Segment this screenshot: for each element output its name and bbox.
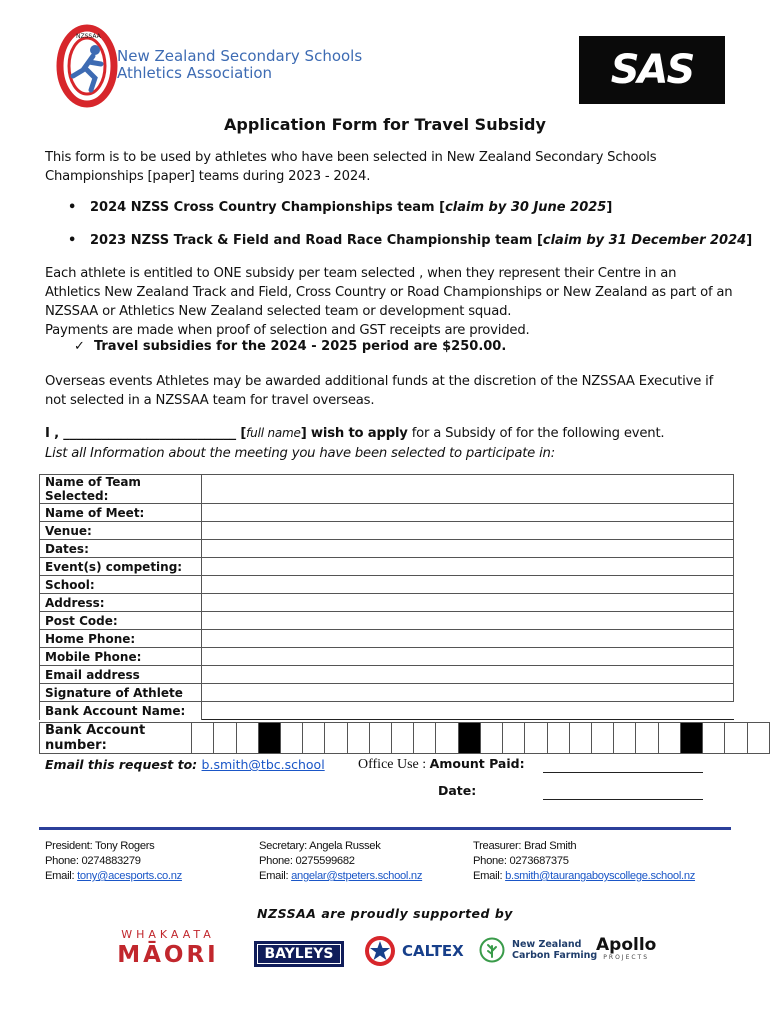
form-field-input[interactable]: [202, 702, 734, 720]
bullet-track-field: • 2023 NZSS Track & Field and Road Race Championship team [claim by 31 December 2024]: [68, 233, 753, 248]
contact-email-label: Email:: [259, 870, 292, 882]
logo-badge-text: NZSSAA: [76, 33, 101, 40]
bank-digit-cell[interactable]: [747, 723, 769, 754]
bullet-text: 2023 NZSS Track & Field and Road Race Championship team [: [90, 233, 543, 248]
bullet-cross-country: • 2024 NZSS Cross Country Championships team [claim by 30 June 2025]: [68, 200, 613, 215]
bank-separator-cell: [680, 723, 702, 754]
contact-phone: Phone: 0274883279: [45, 855, 141, 867]
bank-account-label: Bank Account number:: [40, 723, 192, 754]
date-label: Date:: [438, 783, 477, 798]
form-row: [40, 612, 734, 630]
bank-separator-cell: [258, 723, 280, 754]
entitlement-text: Each athlete is entitled to ONE subsidy per team selected , when they represent their Centre in an Athletics New Zealand Track and Field, Cross Country or Road Championships or New Zealand as part of an NZSSAA or Athletics New Zealand selected team or development squad.: [45, 266, 733, 319]
email-request-link[interactable]: b.smith@tbc.school: [201, 757, 325, 772]
bank-digit-cell[interactable]: [325, 723, 347, 754]
contact-role: Treasurer: Brad Smith: [473, 840, 577, 852]
checkmark-icon: ✓: [74, 339, 94, 354]
form-field-input[interactable]: [202, 475, 734, 504]
bank-digit-cell[interactable]: [414, 723, 436, 754]
runner-track-icon: [55, 24, 119, 108]
bullet-text: 2024 NZSS Cross Country Championships team [: [90, 200, 446, 215]
bank-digit-cell[interactable]: [569, 723, 591, 754]
office-use-amount: [358, 756, 525, 773]
email-request-line: [45, 757, 325, 772]
contact-president: [45, 839, 182, 884]
bank-digit-cell[interactable]: [636, 723, 658, 754]
organisation-name: [117, 48, 362, 82]
amount-paid-field[interactable]: [543, 758, 703, 773]
apollo-sub-text: PROJECTS: [603, 954, 650, 961]
bank-digit-cell[interactable]: [280, 723, 302, 754]
bullet-claim-date: claim by 30 June 2025: [445, 200, 607, 215]
bank-account-table: [39, 722, 770, 754]
sponsor-apollo-logo: [596, 936, 656, 961]
bank-digit-cell[interactable]: [347, 723, 369, 754]
contact-email-link[interactable]: tony@acesports.co.nz: [77, 870, 182, 882]
form-row: [40, 666, 734, 684]
bank-digit-cell[interactable]: [303, 723, 325, 754]
bank-digit-cell[interactable]: [592, 723, 614, 754]
bank-digit-cell[interactable]: [703, 723, 725, 754]
form-field-label: Signature of Athlete: [40, 684, 202, 702]
form-row: [40, 522, 734, 540]
form-field-input[interactable]: [202, 666, 734, 684]
org-name-line1: New Zealand Secondary Schools: [117, 47, 363, 65]
amount-paid-label: Amount Paid:: [429, 756, 525, 771]
form-field-input[interactable]: [202, 594, 734, 612]
apollo-text: Apollo: [596, 935, 657, 955]
contact-treasurer: [473, 839, 695, 884]
form-field-input[interactable]: [202, 684, 734, 702]
contact-phone: Phone: 0275599682: [259, 855, 355, 867]
office-use-label: Office Use :: [358, 757, 430, 772]
form-field-input[interactable]: [202, 504, 734, 522]
form-field-label: Email address: [40, 666, 202, 684]
date-field[interactable]: [543, 785, 703, 800]
whakaata-bottom-text: MĀORI: [117, 942, 219, 968]
bullet-claim-date: claim by 31 December 2024: [542, 233, 747, 248]
sponsor-caltex-logo: [364, 935, 464, 967]
contact-email-label: Email:: [473, 870, 506, 882]
carbon-line2: Carbon Farming: [512, 950, 598, 961]
contact-secretary: [259, 839, 422, 884]
overseas-text: Overseas events Athletes may be awarded additional funds at the discretion of the NZSSAA Executive if not selected in a NZSSAA team for travel overseas.: [45, 374, 714, 408]
form-field-label: Home Phone:: [40, 630, 202, 648]
footer-divider: [39, 827, 731, 830]
bank-digit-cell[interactable]: [236, 723, 258, 754]
form-field-label: Address:: [40, 594, 202, 612]
subsidy-checkmark-line: [74, 339, 506, 354]
carbon-line1: New Zealand: [512, 939, 582, 950]
email-request-label: Email this request to: [45, 757, 193, 772]
bank-digit-cell[interactable]: [480, 723, 502, 754]
supported-by-heading: NZSSAA are proudly supported by: [257, 906, 513, 921]
form-field-input[interactable]: [202, 558, 734, 576]
bank-digit-cell[interactable]: [369, 723, 391, 754]
contact-role: Secretary: Angela Russek: [259, 840, 381, 852]
caltex-star-icon: [364, 935, 396, 967]
bank-digit-cell[interactable]: [614, 723, 636, 754]
contact-email-label: Email:: [45, 870, 78, 882]
form-row: [40, 540, 734, 558]
form-field-label: Post Code:: [40, 612, 202, 630]
contact-role: President: Tony Rogers: [45, 840, 155, 852]
form-field-label: School:: [40, 576, 202, 594]
form-field-label: Bank Account Name:: [40, 702, 202, 720]
form-row: [40, 576, 734, 594]
whakaata-top-text: WHAKAATA: [121, 928, 215, 941]
bullet-end: ]: [746, 233, 753, 248]
form-row: [40, 475, 734, 504]
bank-digit-cell[interactable]: [392, 723, 414, 754]
bank-digit-cell[interactable]: [725, 723, 747, 754]
bank-digit-cell[interactable]: [214, 723, 236, 754]
sponsor-bayleys-logo: [254, 941, 344, 967]
form-field-input[interactable]: [202, 630, 734, 648]
form-field-input[interactable]: [202, 612, 734, 630]
form-field-input[interactable]: [202, 576, 734, 594]
bank-digit-cell[interactable]: [503, 723, 525, 754]
bank-digit-cell[interactable]: [658, 723, 680, 754]
apply-prefix: I , ___________________________ [: [45, 426, 247, 441]
bank-digit-cell[interactable]: [547, 723, 569, 754]
apply-statement: [45, 424, 735, 443]
form-field-label: Name of Meet:: [40, 504, 202, 522]
form-row: [40, 594, 734, 612]
sas-logo: [579, 36, 725, 104]
contact-phone: Phone: 0273687375: [473, 855, 569, 867]
page-title: Application Form for Travel Subsidy: [224, 115, 546, 134]
sponsor-whakaata-maori-logo: [112, 928, 224, 969]
sas-logo-text: SAS: [610, 47, 694, 93]
bank-separator-cell: [458, 723, 480, 754]
contact-email-link[interactable]: angelar@stpeters.school.nz: [291, 870, 423, 882]
apply-rest: for a Subsidy of for the following event.: [407, 426, 665, 441]
form-field-input[interactable]: [202, 522, 734, 540]
apply-wish: ] wish to apply: [300, 426, 408, 441]
form-row: [40, 702, 734, 720]
contact-email-link[interactable]: b.smith@taurangaboyscollege.school.nz: [505, 870, 696, 882]
bayleys-text: BAYLEYS: [264, 946, 334, 962]
subsidy-amount-text: Travel subsidies for the 2024 - 2025 period are $250.00.: [93, 339, 507, 354]
form-field-label: Event(s) competing:: [40, 558, 202, 576]
carbon-farming-leaf-icon: [479, 937, 505, 963]
bank-digit-cell[interactable]: [436, 723, 458, 754]
form-field-input[interactable]: [202, 540, 734, 558]
application-form-table: [39, 474, 734, 720]
form-field-label: Name of Team Selected:: [40, 475, 202, 504]
form-row: [40, 684, 734, 702]
bank-digit-cell[interactable]: [192, 723, 214, 754]
org-name-line2: Athletics Association: [117, 64, 273, 82]
sponsor-carbon-farming-logo: [479, 937, 597, 963]
form-row: [40, 630, 734, 648]
list-info-text: List all Information about the meeting you have been selected to participate in:: [45, 446, 555, 461]
form-row: [40, 504, 734, 522]
form-row: [40, 558, 734, 576]
payments-text: Payments are made when proof of selection and GST receipts are provided.: [45, 323, 530, 338]
form-field-label: Venue:: [40, 522, 202, 540]
full-name-hint: full name: [246, 426, 301, 440]
email-request-sep: :: [192, 757, 202, 772]
form-row: [40, 648, 734, 666]
intro-text: This form is to be used by athletes who have been selected in New Zealand Secondary Schools Championships [paper] teams during 2023 - 2024.: [45, 150, 657, 184]
caltex-text: CALTEX: [402, 942, 464, 960]
bullet-end: ]: [606, 200, 613, 215]
form-field-input[interactable]: [202, 648, 734, 666]
form-field-label: Mobile Phone:: [40, 648, 202, 666]
form-field-label: Dates:: [40, 540, 202, 558]
bank-digit-cell[interactable]: [525, 723, 547, 754]
